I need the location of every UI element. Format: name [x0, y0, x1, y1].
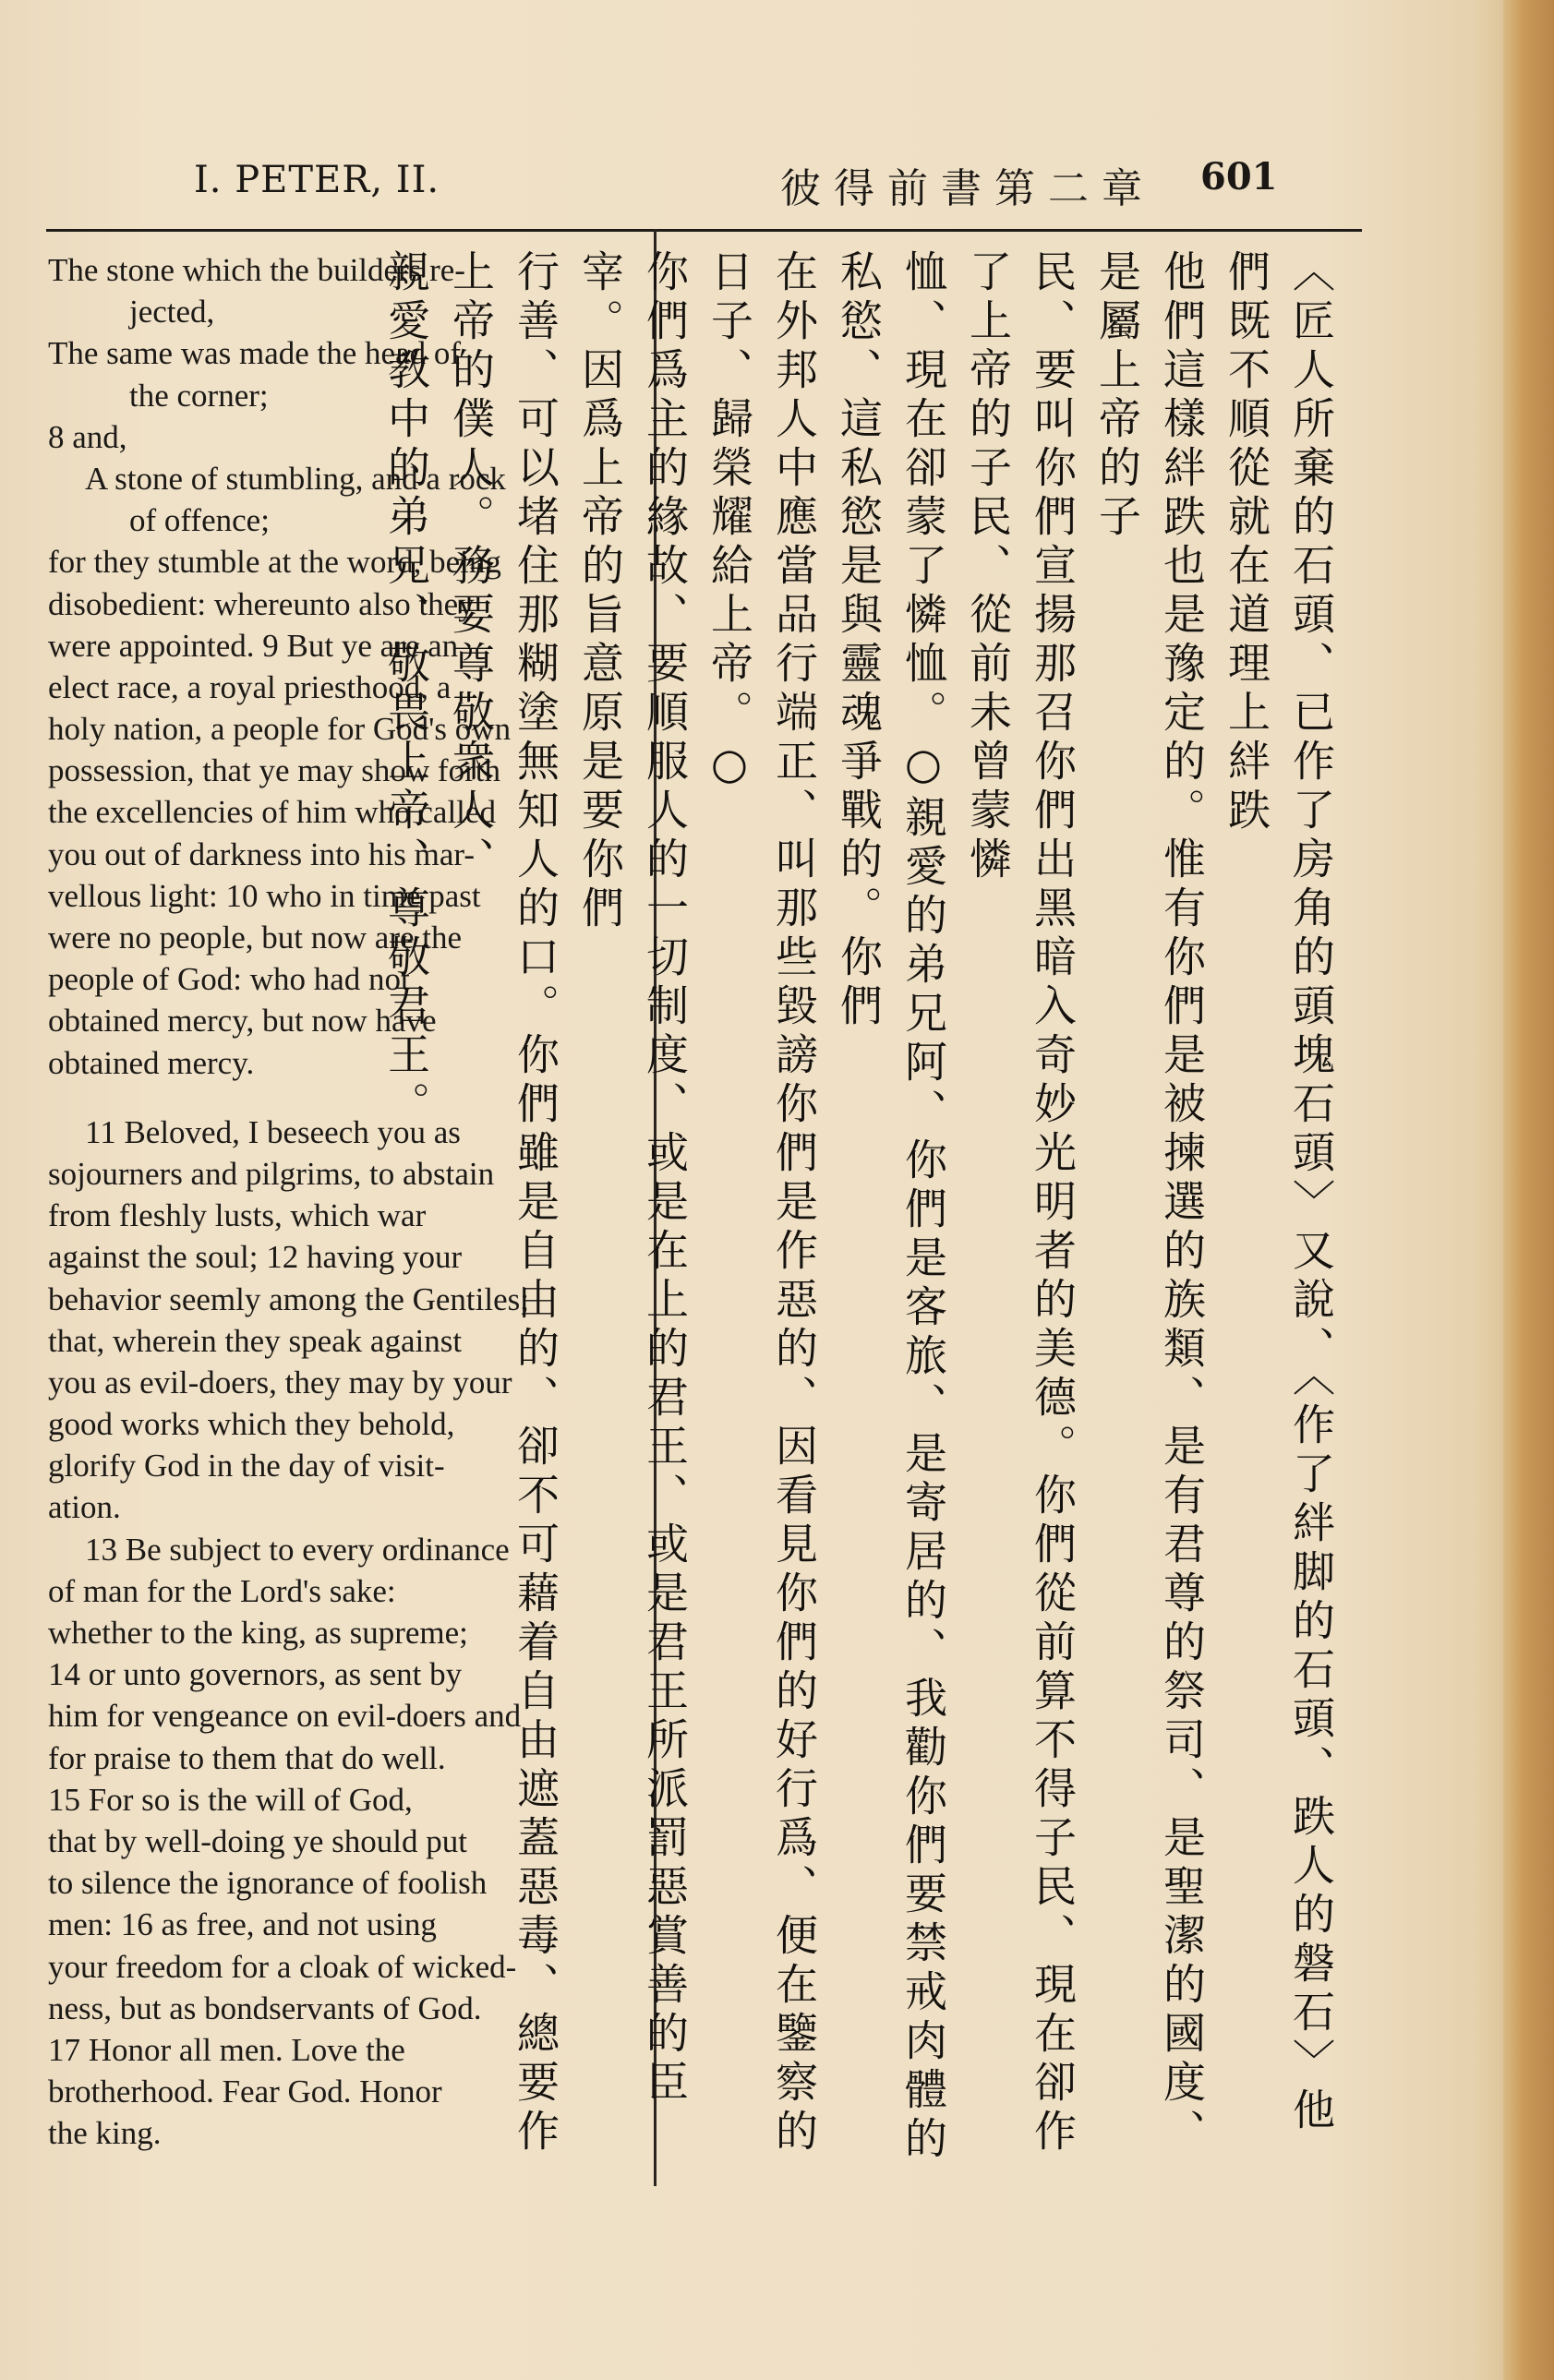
text-line: jected,: [129, 294, 215, 331]
text-line: A stone of stumbling, and a rock: [85, 460, 506, 497]
text-line: behavior seemly among the Gentiles;: [48, 1280, 529, 1317]
text-line: The stone which the builders re-: [48, 252, 465, 288]
text-line: from fleshly lusts, which war: [48, 1197, 427, 1234]
text-line: to silence the ignorance of foolish: [48, 1865, 488, 1902]
text-line: of offence;: [129, 502, 270, 539]
text-line: that by well-doing ye should put: [48, 1822, 467, 1859]
text-line: were appointed. 9 But ye are an: [48, 627, 459, 664]
text-line: 11 Beloved, I beseech you as: [85, 1113, 461, 1150]
chinese-column: 〈匠人所棄的石頭、已作了房角的頭塊石頭〉又說、〈作了絆脚的石頭、跌人的磐石〉他們既不順從就在道理上絆跌 他們這樣絆跌也是豫定的。惟有你們是被揀選的族類、是有君尊的祭司、是聖潔的國度、是屬上帝的子 民、要叫你們宣揚那召你們出黑暗入奇妙光明者的美德。你們從前算不得子民、現在卻作了上帝的子民、從前未曾蒙憐 恤、現在卻蒙了憐恤。○親愛的弟兄阿、你們是客旅、是寄居的、我勸你們要禁戒肉體的私慾、這私慾是與靈魂爭戰的。你們 在外邦人中應當品行端正、叫那些毀謗你們是作惡的、因看見你們的好行爲、便在鑒察的日子、歸榮耀給上帝。○ 你們爲主的緣故、要順服人的一切制度、或是在上的君王、或是君王所派罰惡賞善的臣宰。因爲上帝的旨意原是要你們 行善、可以堵住那糊塗無知人的口。你們雖是自由的、卻不可藉着自由遮蓋惡毒、總要作上帝的僕人。務要尊敬衆人、 親愛教中的弟兄、敬畏上帝、尊敬君王。: [381, 249, 1336, 2165]
text-line: 15 For so is the will of God,: [48, 1781, 413, 1818]
text-line: the king.: [48, 2115, 162, 2152]
text-line: you as evil-doers, they may by your: [48, 1364, 512, 1400]
text-line: ation.: [48, 1489, 121, 1526]
header-book-title: I. PETER, II.: [194, 159, 440, 201]
text-line: holy nation, a people for God's own: [48, 711, 512, 748]
text-line: against the soul; 12 having your: [48, 1239, 463, 1276]
text-line: glorify God in the day of visit-: [48, 1448, 445, 1484]
text-line: possession, that ye may show forth: [48, 752, 500, 789]
text-line: 8 and,: [48, 418, 127, 455]
text-line: the excellencies of him who called: [48, 794, 496, 831]
text-line: sojourners and pilgrims, to abstain: [48, 1155, 495, 1192]
text-line: that, wherein they speak against: [48, 1322, 463, 1359]
text-line: were no people, but now are the: [48, 920, 463, 956]
bleed-through: [0, 231, 55, 2216]
text-line: obtained mercy.: [48, 1044, 255, 1081]
text-line: men: 16 as free, and not using: [48, 1906, 437, 1943]
text-line: 14 or unto governors, as sent by: [48, 1656, 463, 1693]
text-line: brotherhood. Fear God. Honor: [48, 2073, 442, 2110]
text-line: good works which they behold,: [48, 1406, 455, 1443]
header-rule: [46, 229, 1362, 232]
text-line: your freedom for a cloak of wicked-: [48, 1948, 517, 1985]
text-line: you out of darkness into his mar-: [48, 835, 476, 872]
text-line: for praise to them that do well.: [48, 1739, 446, 1776]
header-chinese-title: 彼得前書第二章: [780, 165, 1155, 212]
text-line: of man for the Lord's sake:: [48, 1572, 396, 1609]
text-line: vellous light: 10 who in time past: [48, 877, 481, 914]
text-line: 13 Be subject to every ordinance: [85, 1531, 510, 1568]
page-edge: [1503, 0, 1554, 2380]
text-line: 17 Honor all men. Love the: [48, 2031, 405, 2068]
text-line: the corner;: [129, 377, 269, 414]
text-line: whether to the king, as supreme;: [48, 1615, 468, 1651]
text-line: for they stumble at the word, being: [48, 544, 501, 581]
text-line: ness, but as bondservants of God.: [48, 1989, 482, 2026]
text-line: disobedient: whereunto also they: [48, 585, 475, 622]
text-line: him for vengeance on evil-doers and: [48, 1698, 522, 1735]
page-number: 601: [1200, 155, 1278, 198]
text-line: people of God: who had not: [48, 961, 410, 998]
text-line: The same was made the head of: [48, 335, 462, 372]
text-line: elect race, a royal priesthood, a: [48, 668, 452, 705]
text-line: obtained mercy, but now have: [48, 1003, 437, 1040]
